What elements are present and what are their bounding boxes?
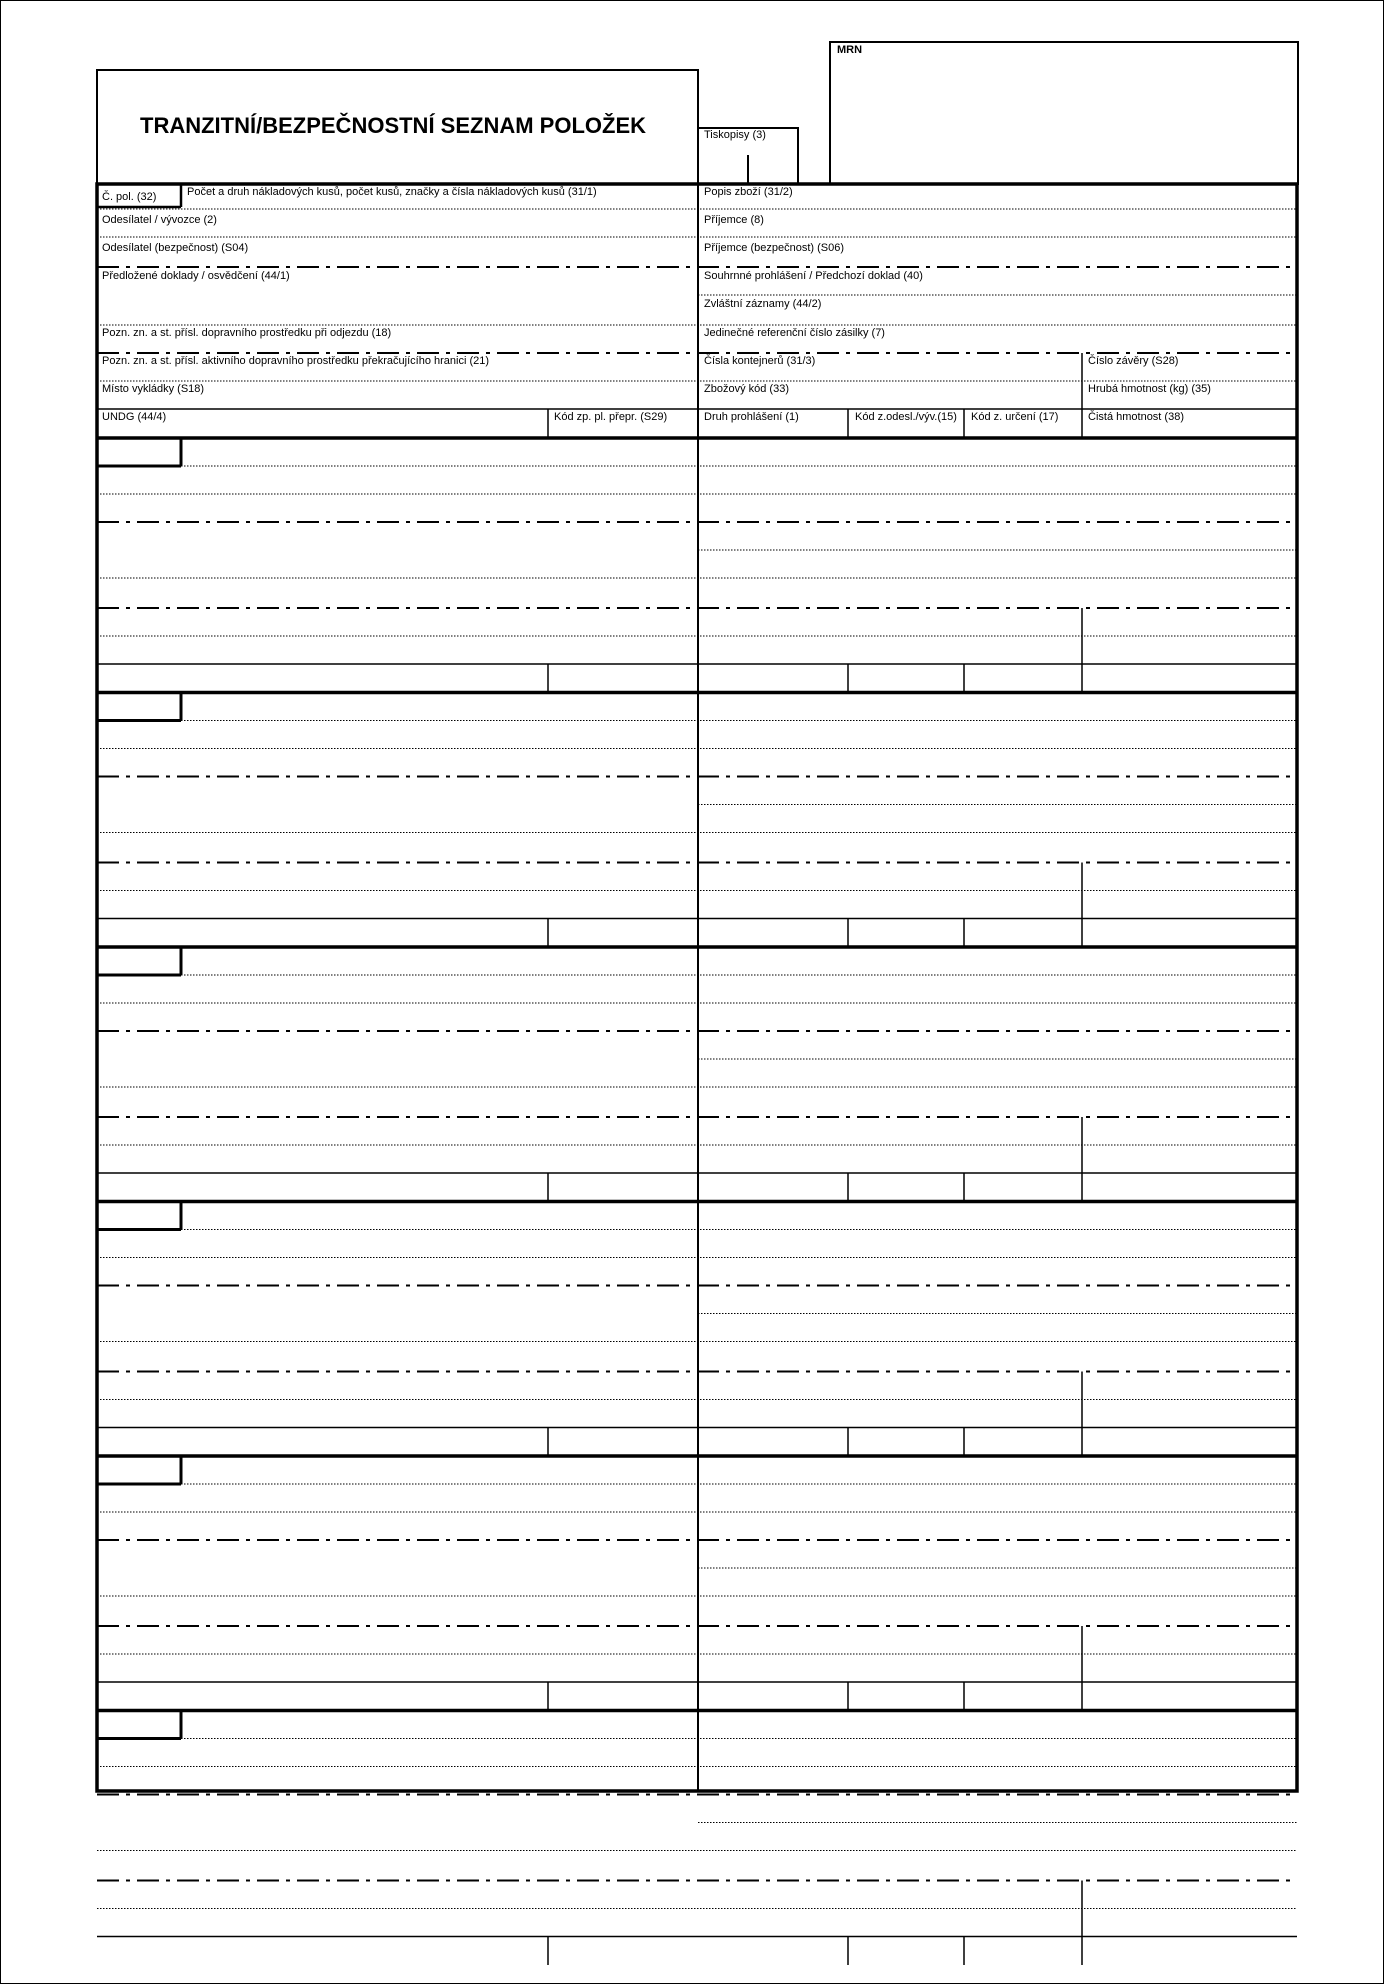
active-transport-label: Pozn. zn. a st. přísl. aktivního dopravního prostředku překračujícího hranici (21) [102, 355, 490, 367]
net-mass-label: Čistá hmotnost (38) [1088, 411, 1184, 423]
containers-label: Čísla kontejnerů (31/3) [704, 355, 816, 367]
form-grid [1, 1, 1384, 1985]
tiskopisy-label: Tiskopisy (3) [704, 129, 766, 141]
consignor-label: Odesílatel / vývozce (2) [102, 214, 217, 226]
goods-description-label: Popis zboží (31/2) [704, 186, 793, 198]
consignee-label: Příjemce (8) [704, 214, 764, 226]
special-mentions-label: Zvláštní záznamy (44/2) [704, 298, 822, 310]
item-number-label: Č. pol. (32) [102, 191, 157, 203]
mrn-label: MRN [837, 44, 863, 56]
gross-mass-label: Hrubá hmotnost (kg) (35) [1088, 383, 1211, 395]
country-dispatch-label: Kód z.odesl./výv.(15) [855, 411, 957, 423]
consignor-security-label: Odesílatel (bezpečnost) (S04) [102, 242, 249, 254]
undg-label: UNDG (44/4) [102, 411, 167, 423]
declaration-type-label: Druh prohlášení (1) [704, 411, 799, 423]
documents-label: Předložené doklady / osvědčení (44/1) [102, 270, 290, 282]
seal-number-label: Číslo závěry (S28) [1088, 355, 1179, 367]
unloading-place-label: Místo vykládky (S18) [102, 383, 205, 395]
packages-label: Počet a druh nákladových kusů, počet kusů, značky a čísla nákladových kusů (31/1) [187, 186, 597, 198]
departure-transport-label: Pozn. zn. a st. přísl. dopravního prostředku při odjezdu (18) [102, 327, 392, 339]
consignee-security-label: Příjemce (bezpečnost) (S06) [704, 242, 844, 254]
unique-reference-label: Jedinečné referenční číslo zásilky (7) [704, 327, 885, 339]
payment-method-label: Kód zp. pl. přepr. (S29) [554, 411, 668, 423]
summary-declaration-label: Souhrnné prohlášení / Předchozí doklad (40) [704, 270, 923, 282]
commodity-code-label: Zbožový kód (33) [704, 383, 789, 395]
form-title: TRANZITNÍ/BEZPEČNOSTNÍ SEZNAM POLOŽEK [140, 113, 646, 138]
country-destination-label: Kód z. určení (17) [971, 411, 1059, 423]
